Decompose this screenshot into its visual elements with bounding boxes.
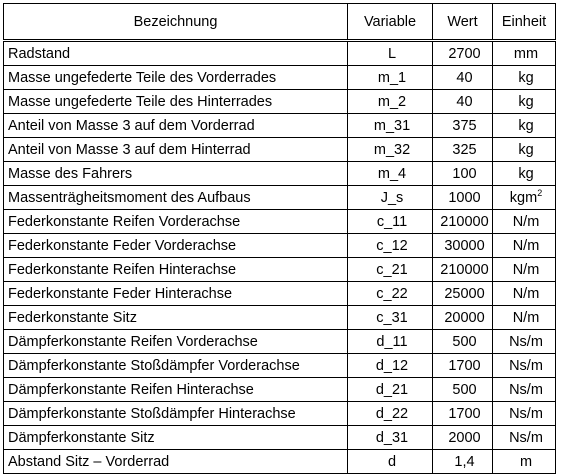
row-variable: m_1 [348,66,433,90]
row-value: 325 [433,138,493,162]
table-row [4,330,556,354]
header-wert: Wert [433,4,493,41]
row-variable: J_s [348,186,433,210]
row-variable: d_11 [348,330,433,354]
row-label: Massenträgheitsmoment des Aufbaus [4,186,348,210]
row-unit: m [493,450,556,474]
row-variable: d_22 [348,402,433,426]
row-label: Dämpferkonstante Stoßdämpfer Hinterachse [4,402,348,426]
header-bezeichnung: Bezeichnung [4,4,348,41]
row-unit: Ns/m [493,378,556,402]
table-row [4,41,556,66]
row-label: Federkonstante Reifen Vorderachse [4,210,348,234]
row-value: 2700 [433,41,493,66]
row-label: Dämpferkonstante Stoßdämpfer Vorderachse [4,354,348,378]
row-unit: Ns/m [493,402,556,426]
table-row [4,114,556,138]
table-row [4,90,556,114]
row-variable: c_21 [348,258,433,282]
table-row [4,282,556,306]
row-value: 40 [433,66,493,90]
row-value: 1000 [433,186,493,210]
unit-superscript: 2 [537,187,543,198]
row-value: 20000 [433,306,493,330]
row-unit: N/m [493,282,556,306]
row-variable: m_4 [348,162,433,186]
row-variable: m_32 [348,138,433,162]
row-value: 500 [433,330,493,354]
row-unit [493,186,556,210]
row-unit: Ns/m [493,330,556,354]
row-label: Anteil von Masse 3 auf dem Vorderrad [4,114,348,138]
row-unit: kg [493,90,556,114]
row-value: 210000 [433,210,493,234]
table-row [4,258,556,282]
row-value: 1700 [433,402,493,426]
row-variable: c_12 [348,234,433,258]
row-variable: c_22 [348,282,433,306]
table-row [4,450,556,474]
row-unit: kg [493,162,556,186]
row-label: Federkonstante Sitz [4,306,348,330]
row-unit: N/m [493,234,556,258]
row-label: Masse ungefederte Teile des Hinterrades [4,90,348,114]
table-row [4,378,556,402]
row-label: Dämpferkonstante Sitz [4,426,348,450]
table-row [4,210,556,234]
parameter-table [3,3,556,474]
header-row [4,4,556,41]
row-unit: N/m [493,306,556,330]
row-variable: c_31 [348,306,433,330]
row-value: 40 [433,90,493,114]
unit-text: kgm [509,189,538,206]
row-variable: m_2 [348,90,433,114]
row-unit: Ns/m [493,354,556,378]
row-value: 210000 [433,258,493,282]
row-unit: N/m [493,258,556,282]
row-label: Dämpferkonstante Reifen Vorderachse [4,330,348,354]
row-variable: d_21 [348,378,433,402]
table-row [4,138,556,162]
table-row [4,402,556,426]
row-value: 500 [433,378,493,402]
row-value: 1700 [433,354,493,378]
table-row [4,306,556,330]
row-unit: kg [493,114,556,138]
row-label: Federkonstante Feder Hinterachse [4,282,348,306]
row-label: Masse ungefederte Teile des Vorderrades [4,66,348,90]
row-value: 2000 [433,426,493,450]
row-label: Anteil von Masse 3 auf dem Hinterrad [4,138,348,162]
row-value: 375 [433,114,493,138]
row-value: 30000 [433,234,493,258]
row-value: 100 [433,162,493,186]
row-label: Abstand Sitz – Vorderrad [4,450,348,474]
table-row [4,162,556,186]
row-variable: c_11 [348,210,433,234]
row-label: Dämpferkonstante Reifen Hinterachse [4,378,348,402]
row-label: Masse des Fahrers [4,162,348,186]
row-value: 25000 [433,282,493,306]
table-row [4,354,556,378]
row-unit: Ns/m [493,426,556,450]
header-einheit: Einheit [493,4,556,41]
table-body [4,41,556,474]
table-row [4,426,556,450]
table-row [4,186,556,210]
row-unit: kg [493,138,556,162]
row-unit: mm [493,41,556,66]
row-variable: d_31 [348,426,433,450]
row-unit: kg [493,66,556,90]
table-row [4,66,556,90]
table-row [4,234,556,258]
row-variable: d [348,450,433,474]
row-value: 1,4 [433,450,493,474]
header-variable: Variable [348,4,433,41]
row-unit: N/m [493,210,556,234]
row-variable: L [348,41,433,66]
row-label: Federkonstante Reifen Hinterachse [4,258,348,282]
row-variable: m_31 [348,114,433,138]
row-variable: d_12 [348,354,433,378]
row-label: Radstand [4,41,348,66]
row-label: Federkonstante Feder Vorderachse [4,234,348,258]
